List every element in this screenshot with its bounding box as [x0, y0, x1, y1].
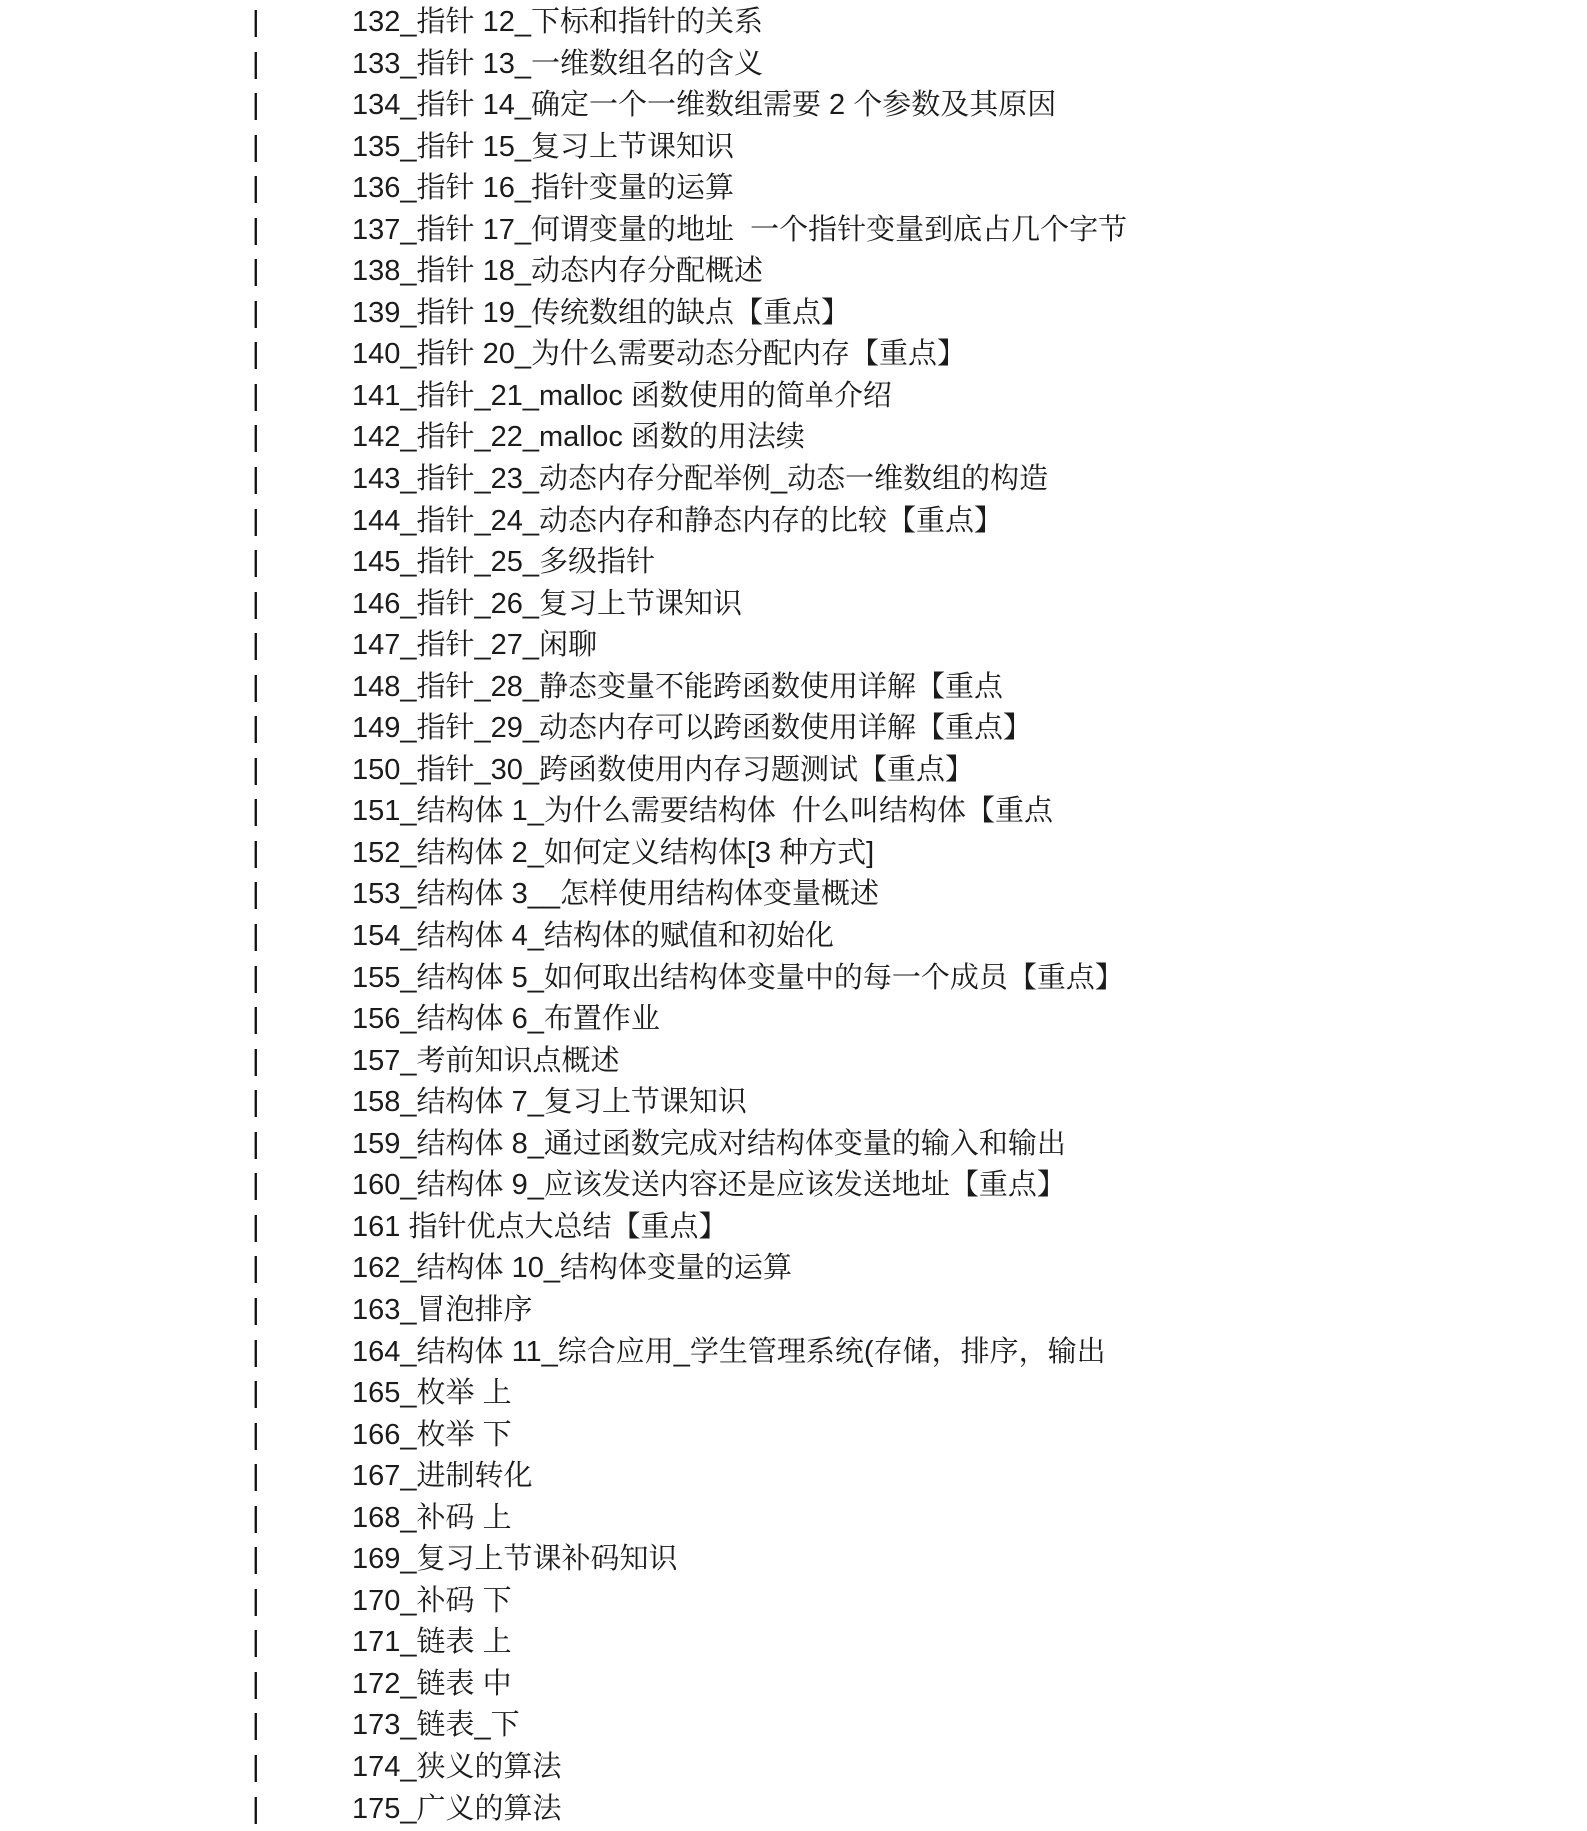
- file-name: 151_结构体 1_为什么需要结构体 什么叫结构体【重点: [352, 795, 1053, 828]
- tree-branch-marker: |: [252, 836, 260, 869]
- file-name: 173_链表_下: [352, 1709, 520, 1742]
- list-item: [0, 210, 1587, 252]
- tree-branch-marker: |: [252, 1501, 260, 1534]
- tree-branch-marker: |: [252, 1792, 260, 1825]
- list-item: [0, 168, 1587, 210]
- list-item: [0, 417, 1587, 459]
- tree-branch-marker: |: [252, 1044, 260, 1077]
- tree-branch-marker: |: [252, 1377, 260, 1410]
- list-item: [0, 750, 1587, 792]
- list-item: [0, 1165, 1587, 1207]
- file-name: 147_指针_27_闲聊: [352, 629, 598, 662]
- tree-branch-marker: |: [252, 795, 260, 828]
- file-name: 170_补码 下: [352, 1584, 512, 1617]
- list-item: [0, 1332, 1587, 1374]
- tree-branch-marker: |: [252, 421, 260, 454]
- list-item: [0, 1622, 1587, 1664]
- file-name: 175_广义的算法: [352, 1792, 562, 1825]
- file-name: 152_结构体 2_如何定义结构体[3 种方式]: [352, 836, 875, 869]
- list-item: [0, 1664, 1587, 1706]
- list-item: [0, 1248, 1587, 1290]
- tree-branch-marker: |: [252, 296, 260, 329]
- list-item: [0, 791, 1587, 833]
- tree-branch-marker: |: [252, 1210, 260, 1243]
- file-name: 138_指针 18_动态内存分配概述: [352, 255, 763, 288]
- tree-branch-marker: |: [252, 1626, 260, 1659]
- list-item: [0, 334, 1587, 376]
- tree-branch-marker: |: [252, 1169, 260, 1202]
- list-item: [0, 251, 1587, 293]
- file-name: 148_指针_28_静态变量不能跨函数使用详解【重点: [352, 670, 1004, 703]
- list-item: [0, 1789, 1587, 1831]
- tree-branch-marker: |: [252, 1667, 260, 1700]
- tree-branch-marker: |: [252, 6, 260, 38]
- file-name: 163_冒泡排序: [352, 1293, 533, 1326]
- file-name: 153_结构体 3__怎样使用结构体变量概述: [352, 878, 879, 911]
- list-item: [0, 916, 1587, 958]
- file-name: 157_考前知识点概述: [352, 1044, 620, 1077]
- tree-branch-marker: |: [252, 255, 260, 288]
- tree-branch-marker: |: [252, 1003, 260, 1036]
- list-item: [0, 1207, 1587, 1249]
- tree-branch-marker: |: [252, 670, 260, 703]
- file-name: 168_补码 上: [352, 1501, 512, 1534]
- tree-branch-marker: |: [252, 379, 260, 412]
- list-item: [0, 1124, 1587, 1166]
- list-item: [0, 584, 1587, 626]
- tree-branch-marker: |: [252, 712, 260, 745]
- tree-branch-marker: |: [252, 1293, 260, 1326]
- file-name: 135_指针 15_复习上节课知识: [352, 130, 734, 163]
- file-name: 160_结构体 9_应该发送内容还是应该发送地址【重点】: [352, 1169, 1066, 1202]
- list-item: [0, 833, 1587, 875]
- tree-branch-marker: |: [252, 1460, 260, 1493]
- list-item: [0, 999, 1587, 1041]
- tree-branch-marker: |: [252, 1086, 260, 1119]
- list-item: [0, 85, 1587, 127]
- tree-branch-marker: |: [252, 1543, 260, 1576]
- list-item: [0, 958, 1587, 1000]
- file-name: 145_指针_25_多级指针: [352, 546, 656, 579]
- tree-branch-marker: |: [252, 961, 260, 994]
- file-name: 134_指针 14_确定一个一维数组需要 2 个参数及其原因: [352, 89, 1057, 122]
- file-name: 139_指针 19_传统数组的缺点【重点】: [352, 296, 850, 329]
- tree-branch-marker: |: [252, 172, 260, 205]
- file-name: 141_指针_21_malloc 函数使用的简单介绍: [352, 379, 892, 412]
- file-name: 142_指针_22_malloc 函数的用法续: [352, 421, 805, 454]
- file-name: 167_进制转化: [352, 1460, 533, 1493]
- tree-branch-marker: |: [252, 1335, 260, 1368]
- file-name: 154_结构体 4_结构体的赋值和初始化: [352, 920, 834, 953]
- file-name: 165_枚举 上: [352, 1377, 512, 1410]
- file-name: 149_指针_29_动态内存可以跨函数使用详解【重点】: [352, 712, 1033, 745]
- list-item: [0, 44, 1587, 86]
- list-item: [0, 293, 1587, 335]
- list-item: [0, 2, 1587, 44]
- tree-branch-marker: |: [252, 338, 260, 371]
- tree-branch-marker: |: [252, 1750, 260, 1783]
- file-name: 158_结构体 7_复习上节课知识: [352, 1086, 747, 1119]
- file-name: 150_指针_30_跨函数使用内存习题测试【重点】: [352, 753, 975, 786]
- tree-branch-marker: |: [252, 546, 260, 579]
- tree-branch-marker: |: [252, 213, 260, 246]
- tree-branch-marker: |: [252, 920, 260, 953]
- list-item: [0, 1747, 1587, 1789]
- tree-branch-marker: |: [252, 878, 260, 911]
- file-name: 161 指针优点大总结【重点】: [352, 1210, 728, 1243]
- tree-branch-marker: |: [252, 1252, 260, 1285]
- list-item: [0, 1290, 1587, 1332]
- file-name: 143_指针_23_动态内存分配举例_动态一维数组的构造: [352, 463, 1049, 496]
- list-item: [0, 874, 1587, 916]
- file-name: 155_结构体 5_如何取出结构体变量中的每一个成员【重点】: [352, 961, 1124, 994]
- tree-branch-marker: |: [252, 130, 260, 163]
- file-name: 172_链表 中: [352, 1667, 512, 1700]
- tree-branch-marker: |: [252, 89, 260, 122]
- tree-branch-marker: |: [252, 1584, 260, 1617]
- list-item: [0, 459, 1587, 501]
- file-list: [0, 2, 1587, 1830]
- file-name: 169_复习上节课补码知识: [352, 1543, 678, 1576]
- tree-branch-marker: |: [252, 1709, 260, 1742]
- list-item: [0, 1415, 1587, 1457]
- tree-branch-marker: |: [252, 1418, 260, 1451]
- tree-branch-marker: |: [252, 463, 260, 496]
- list-item: [0, 625, 1587, 667]
- file-name: 162_结构体 10_结构体变量的运算: [352, 1252, 792, 1285]
- tree-branch-marker: |: [252, 47, 260, 80]
- list-item: [0, 1456, 1587, 1498]
- list-item: [0, 1041, 1587, 1083]
- file-name: 133_指针 13_一维数组名的含义: [352, 47, 763, 80]
- file-name: 159_结构体 8_通过函数完成对结构体变量的输入和输出: [352, 1127, 1066, 1160]
- list-item: [0, 1581, 1587, 1623]
- tree-branch-marker: |: [252, 587, 260, 620]
- file-name: 174_狭义的算法: [352, 1750, 562, 1783]
- tree-branch-marker: |: [252, 1127, 260, 1160]
- list-item: [0, 542, 1587, 584]
- list-item: [0, 1539, 1587, 1581]
- file-name: 156_结构体 6_布置作业: [352, 1003, 660, 1036]
- file-name: 171_链表 上: [352, 1626, 512, 1659]
- list-item: [0, 667, 1587, 709]
- file-name: 144_指针_24_动态内存和静态内存的比较【重点】: [352, 504, 1004, 537]
- list-item: [0, 708, 1587, 750]
- list-item: [0, 1705, 1587, 1747]
- file-name: 140_指针 20_为什么需要动态分配内存【重点】: [352, 338, 966, 371]
- list-item: [0, 501, 1587, 543]
- list-item: [0, 1373, 1587, 1415]
- list-item: [0, 1498, 1587, 1540]
- file-name: 137_指针 17_何谓变量的地址 一个指针变量到底占几个字节: [352, 213, 1128, 246]
- file-name: 136_指针 16_指针变量的运算: [352, 172, 734, 205]
- tree-branch-marker: |: [252, 753, 260, 786]
- file-name: 164_结构体 11_综合应用_学生管理系统(存储，排序，输出: [352, 1335, 1106, 1368]
- file-name: 146_指针_26_复习上节课知识: [352, 587, 743, 620]
- tree-branch-marker: |: [252, 629, 260, 662]
- tree-branch-marker: |: [252, 504, 260, 537]
- list-item: [0, 376, 1587, 418]
- file-name: 166_枚举 下: [352, 1418, 512, 1451]
- file-name: 132_指针 12_下标和指针的关系: [352, 6, 763, 38]
- list-item: [0, 1082, 1587, 1124]
- list-item: [0, 127, 1587, 169]
